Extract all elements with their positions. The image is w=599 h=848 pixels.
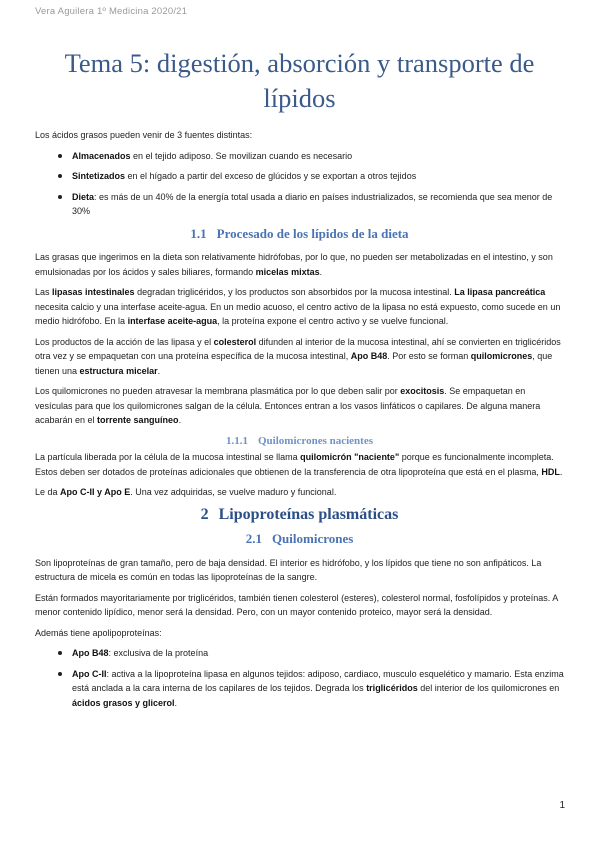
list-item-bold: Sintetizados <box>72 171 126 181</box>
page-number: 1 <box>559 800 565 811</box>
section-title: Quilomicrones nacientes <box>258 434 373 447</box>
list-item <box>72 190 564 219</box>
section-title: Lipoproteínas plasmáticas <box>218 505 399 523</box>
document-body <box>35 128 564 716</box>
list-item <box>72 169 564 184</box>
section-title: Quilomicrones <box>271 531 354 546</box>
paragraph: Los productos de la acción de las lipasa y el colesterol difunden al interior de la mucosa intestinal, ahí se convierten en triglicéridos otra vez y se empaquetan con una proteína específica de la mucosa intestinal, Apo B48. Por esto se forman quilomicrones, que tienen una estructura micelar. <box>35 336 561 376</box>
apolipoproteins-list <box>35 646 564 710</box>
paragraph: Le da Apo C-II y Apo E. Una vez adquiridas, se vuelve maduro y funcional. <box>35 487 337 497</box>
section-number: 2.1 <box>245 531 262 546</box>
section-heading-2 <box>35 505 564 523</box>
section-heading-1-1 <box>35 227 564 242</box>
list-item: Apo B48: exclusiva de la proteína <box>72 646 564 661</box>
section-number: 2 <box>200 505 209 523</box>
document-title: Tema 5: digestión, absorción y transporte de lípidos <box>64 48 535 113</box>
section-number: 1.1.1 <box>226 434 248 447</box>
paragraph: Están formados mayoritariamente por triglicéridos, también tienen colesterol (esteres), colesterol normal, fosfolípidos y proteínas. A menor contenido lipídico, menor será la densidad. Pero, con un mayor contenido proteico, mayor será la densidad. <box>35 592 558 617</box>
paragraph: Son lipoproteínas de gran tamaño, pero de baja densidad. El interior es hidrófobo, y los lípidos que tiene no son anfipáticos. La estructura de micela es común en todas las lipoproteínas de la sangre. <box>35 557 542 582</box>
list-item <box>72 149 564 164</box>
list-item-text: en el hígado a partir del exceso de glúcidos y se exportan a otros tejidos <box>125 171 417 181</box>
section-number: 1.1 <box>190 225 207 241</box>
list-item-text: en el tejido adiposo. Se movilizan cuando es necesario <box>130 150 353 161</box>
list-item-text: : es más de un 40% de la energía total usada a diario en países industrializados, se recomienda que sea menor de 30% <box>72 191 553 216</box>
list-item-bold: Dieta <box>72 191 95 202</box>
section-title: Procesado de los lípidos de la dieta <box>216 225 409 241</box>
paragraph: La partícula liberada por la célula de la mucosa intestinal se llama quilomicrón "naciente" porque es funcionalmente incompleta. Estos deben ser dotados de proteínas adicionales que obtienen de la transferencia de otra lipoproteína que está en el plasma, HDL. <box>35 452 563 477</box>
paragraph: Las lipasas intestinales degradan triglicéridos, y los productos son absorbidos por la mucosa intestinal. La lipasa pancreática necesita calcio y una interfase aceite-agua. En un medio acuoso, el centro activo de la lipasa no está expuesto, como sucede en un medio hidrófobo. En la interfase aceite-agua, la proteína expone el centro activo y se vuelve funcional. <box>35 287 561 326</box>
section-heading-1-1-1 <box>35 434 564 449</box>
section-heading-2-1 <box>35 532 564 547</box>
list-item-bold: Almacenados <box>72 150 131 161</box>
page-header: Vera Aguilera 1º Medicina 2020/21 <box>35 6 188 17</box>
paragraph: Las grasas que ingerimos en la dieta son relativamente hidrófobas, por lo que, no pueden ser metabolizadas en el intestino, y son emulsionadas por los ácidos y sales biliares, formando micelas mixtas. <box>35 252 553 277</box>
list-item: Apo C-II: activa a la lipoproteína lipasa en algunos tejidos: adiposo, cardiaco, musculo esquelético y mamario. Esta enzima está anclada a la cara interna de los capilares de los tejidos. Degrada los triglicéridos del interior de los quilomicrones en ácidos grasos y glicerol. <box>72 667 564 711</box>
sources-list <box>35 149 564 219</box>
intro-paragraph: Los ácidos grasos pueden venir de 3 fuentes distintas: <box>35 130 253 140</box>
paragraph: Además tiene apolipoproteínas: <box>35 627 162 638</box>
paragraph: Los quilomicrones no pueden atravesar la membrana plasmática por lo que deben salir por exocitosis. Se empaquetan en vesículas para que los quilomicrones salgan de la célula. Entonces entran a los vasos linfáticos o capilares. De alguna manera acabarán en el torrente sanguíneo. <box>35 386 541 425</box>
